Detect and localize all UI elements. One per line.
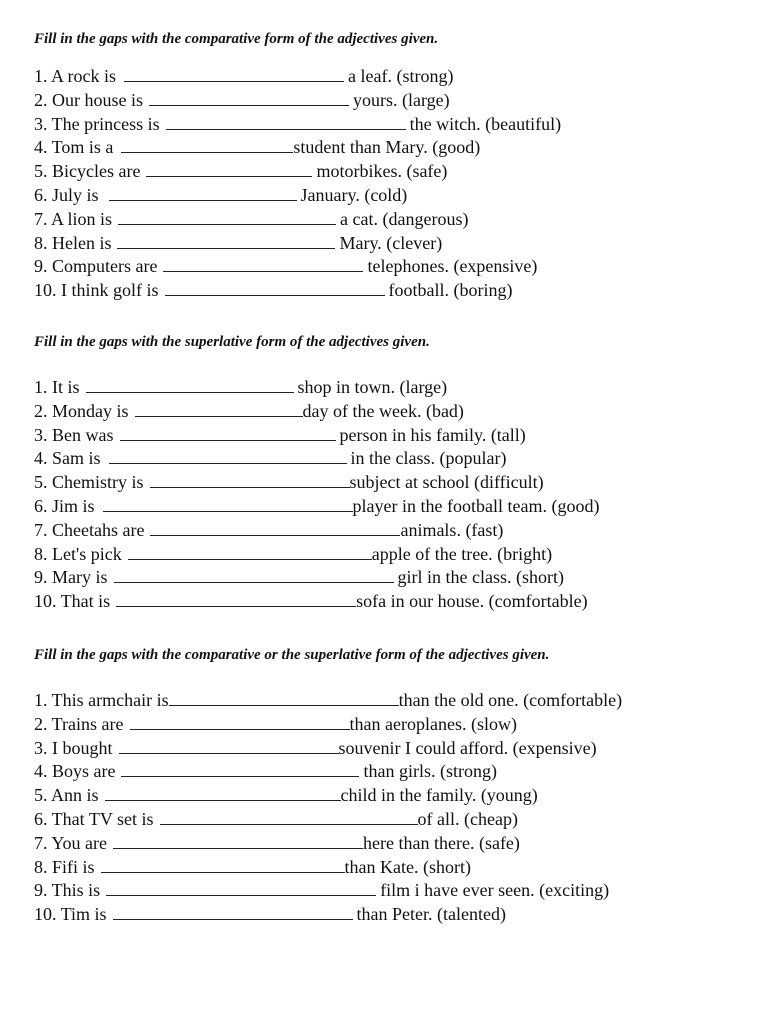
answer-blank[interactable] — [166, 114, 406, 130]
exercise-item — [34, 590, 754, 614]
item-prompt: 7. Cheetahs are — [34, 519, 145, 540]
item-cue: than Peter. (talented) — [356, 904, 506, 925]
answer-blank[interactable] — [105, 785, 341, 801]
item-prompt: 5. Bicycles are — [34, 161, 141, 182]
answer-blank[interactable] — [118, 209, 336, 225]
exercise-item — [34, 566, 754, 590]
item-cue: person in his family. (tall) — [339, 424, 526, 445]
answer-blank[interactable] — [150, 520, 400, 536]
answer-blank[interactable] — [113, 904, 353, 920]
item-prompt: 8. Fifi is — [34, 856, 95, 877]
answer-blank[interactable] — [109, 448, 347, 464]
item-cue: than aeroplanes. (slow) — [349, 713, 517, 734]
item-prompt: 4. Sam is — [34, 448, 101, 469]
item-cue: apple of the tree. (bright) — [371, 543, 553, 564]
exercise-item — [34, 232, 754, 256]
item-cue: Mary. (clever) — [339, 232, 443, 253]
item-prompt: 1. A rock is — [34, 66, 117, 86]
exercise-item — [34, 65, 754, 89]
exercise-item — [34, 255, 754, 279]
item-cue: child in the family. (young) — [340, 785, 538, 806]
item-prompt: 5. Chemistry is — [34, 472, 144, 493]
item-prompt: 8. Helen is — [34, 232, 112, 253]
item-cue: telephones. (expensive) — [367, 256, 538, 277]
answer-blank[interactable] — [128, 544, 372, 560]
item-prompt: 3. Ben was — [34, 424, 114, 445]
answer-blank[interactable] — [109, 185, 297, 201]
exercise-list — [34, 689, 754, 927]
item-cue: sofa in our house. (comfortable) — [356, 591, 588, 612]
answer-blank[interactable] — [124, 66, 344, 82]
item-prompt: 10. I think golf is — [34, 280, 159, 301]
item-prompt: 6. Jim is — [34, 495, 95, 516]
answer-blank[interactable] — [135, 401, 303, 417]
item-cue: football. (boring) — [388, 280, 513, 301]
exercise-item — [34, 471, 754, 495]
answer-blank[interactable] — [146, 161, 312, 177]
item-cue: day of the week. (bad) — [302, 400, 464, 421]
item-prompt: 7. You are — [34, 832, 108, 853]
item-cue: than Kate. (short) — [344, 856, 471, 877]
answer-blank[interactable] — [103, 496, 353, 512]
item-prompt: 2. Our house is — [34, 89, 143, 110]
exercise-list — [34, 376, 754, 614]
exercise-item — [34, 184, 754, 208]
answer-blank[interactable] — [101, 857, 345, 873]
answer-blank[interactable] — [121, 137, 293, 153]
answer-blank[interactable] — [113, 833, 363, 849]
exercise-item — [34, 279, 754, 303]
section-instruction: Fill in the gaps with the comparative or the superlative form of the adjectives given. — [34, 647, 550, 663]
answer-blank[interactable] — [130, 714, 350, 730]
item-cue: motorbikes. (safe) — [316, 161, 448, 182]
exercise-item — [34, 689, 754, 713]
item-prompt: 7. A lion is — [34, 208, 113, 229]
exercise-item — [34, 903, 754, 927]
item-prompt: 8. Let's pick — [34, 543, 122, 564]
exercise-item — [34, 543, 754, 567]
exercise-item — [34, 400, 754, 424]
item-cue: the witch. (beautiful) — [409, 113, 562, 134]
exercise-item — [34, 760, 754, 784]
item-cue: a cat. (dangerous) — [340, 208, 469, 229]
exercise-item — [34, 856, 754, 880]
answer-blank[interactable] — [116, 591, 356, 607]
exercise-item — [34, 136, 754, 160]
item-prompt: 5. Ann is — [34, 785, 99, 806]
item-prompt: 9. Mary is — [34, 567, 108, 588]
item-cue: girl in the class. (short) — [397, 567, 564, 588]
exercise-item — [34, 879, 754, 903]
item-prompt: 3. The princess is — [34, 113, 160, 134]
item-cue: than girls. (strong) — [363, 761, 497, 782]
item-cue: souvenir I could afford. (expensive) — [338, 737, 597, 758]
answer-blank[interactable] — [86, 377, 294, 393]
item-prompt: 1. It is — [34, 377, 80, 397]
answer-blank[interactable] — [119, 738, 339, 754]
item-cue: here than there. (safe) — [363, 832, 520, 853]
item-prompt: 10. Tim is — [34, 904, 107, 925]
answer-blank[interactable] — [121, 761, 359, 777]
item-cue: animals. (fast) — [400, 519, 504, 540]
item-prompt: 2. Trains are — [34, 713, 124, 734]
exercise-item — [34, 376, 754, 400]
exercise-item — [34, 89, 754, 113]
exercise-item — [34, 495, 754, 519]
answer-blank[interactable] — [169, 690, 399, 706]
exercise-item — [34, 519, 754, 543]
exercise-item — [34, 447, 754, 471]
answer-blank[interactable] — [120, 425, 336, 441]
answer-blank[interactable] — [106, 880, 376, 896]
exercise-item — [34, 784, 754, 808]
answer-blank[interactable] — [160, 809, 418, 825]
item-cue: film i have ever seen. (exciting) — [380, 880, 610, 901]
answer-blank[interactable] — [117, 233, 335, 249]
superlative-section — [34, 333, 754, 614]
answer-blank[interactable] — [114, 567, 394, 583]
item-cue: player in the football team. (good) — [352, 495, 600, 516]
exercise-item — [34, 424, 754, 448]
item-prompt: 1. This armchair is — [34, 690, 169, 710]
answer-blank[interactable] — [163, 256, 363, 272]
item-cue: subject at school (difficult) — [349, 472, 544, 493]
item-cue: January. (cold) — [300, 184, 408, 205]
exercise-item — [34, 208, 754, 232]
exercise-item — [34, 832, 754, 856]
comparative-or-superlative-section — [34, 646, 754, 927]
exercise-item — [34, 160, 754, 184]
item-prompt: 3. I bought — [34, 737, 113, 758]
section-instruction: Fill in the gaps with the comparative form of the adjectives given. — [34, 31, 439, 47]
item-prompt: 4. Tom is a — [34, 137, 114, 158]
section-instruction: Fill in the gaps with the superlative form of the adjectives given. — [34, 334, 430, 350]
item-cue: than the old one. (comfortable) — [398, 690, 623, 710]
item-cue: a leaf. (strong) — [348, 66, 454, 86]
item-prompt: 6. That TV set is — [34, 808, 154, 829]
answer-blank[interactable] — [165, 280, 385, 296]
exercise-item — [34, 113, 754, 137]
answer-blank[interactable] — [149, 90, 349, 106]
item-cue: in the class. (popular) — [350, 448, 507, 469]
item-prompt: 6. July is — [34, 184, 99, 205]
exercise-item — [34, 808, 754, 832]
exercise-item — [34, 713, 754, 737]
exercise-list — [34, 65, 754, 303]
item-cue: of all. (cheap) — [417, 808, 518, 829]
item-cue: student than Mary. (good) — [293, 137, 481, 158]
comparative-section — [34, 30, 754, 303]
answer-blank[interactable] — [150, 472, 350, 488]
item-prompt: 2. Monday is — [34, 400, 129, 421]
item-prompt: 4. Boys are — [34, 761, 116, 782]
exercise-item — [34, 737, 754, 761]
item-cue: yours. (large) — [353, 89, 450, 110]
item-prompt: 10. That is — [34, 591, 111, 612]
item-prompt: 9. Computers are — [34, 256, 158, 277]
item-prompt: 9. This is — [34, 880, 101, 901]
item-cue: shop in town. (large) — [297, 377, 448, 397]
